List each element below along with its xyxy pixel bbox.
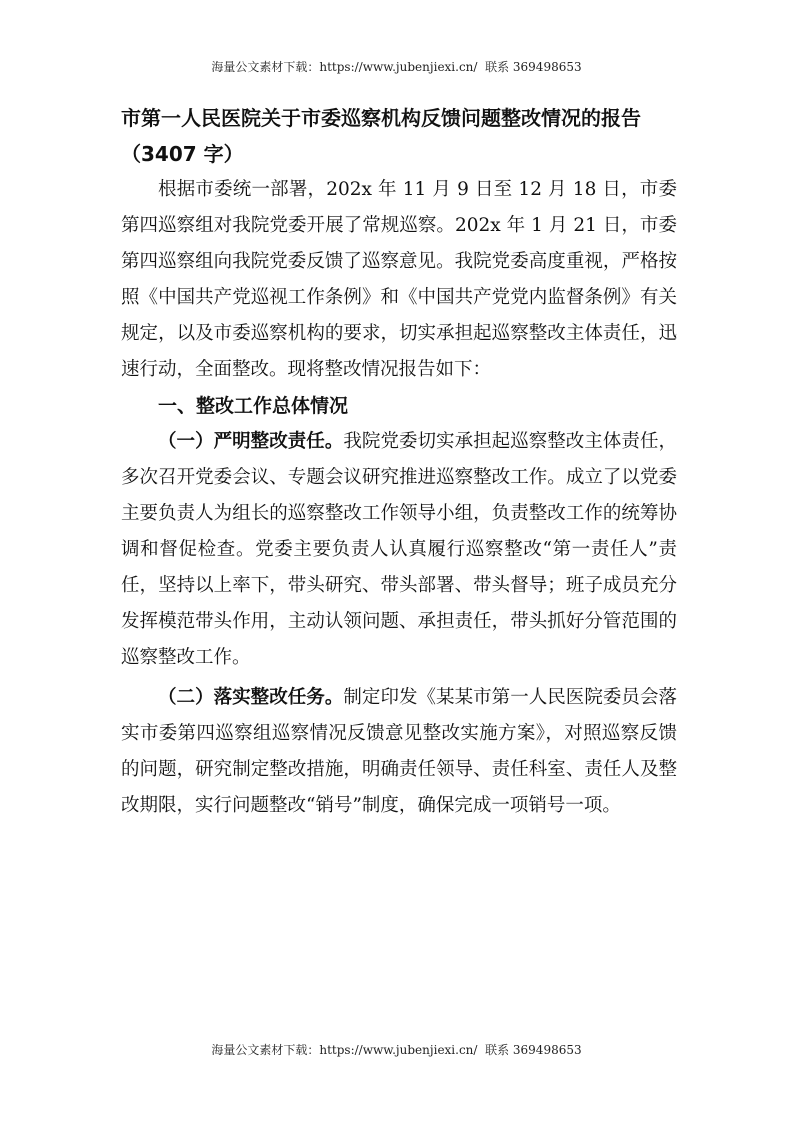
- item-2-body: 制定印发《某某市第一人民医院委员会落实市委第四巡察组巡察情况反馈意见整改实施方案》，对照巡察反馈的问题，研究制定整改措施，明确责任领导、责任科室、责任人及整改期限，实行问题整改“销号”制度，确保完成一项销号一项。: [121, 687, 677, 816]
- page-header: 海量公文素材下载：https://www.jubenjiexi.cn/ 联系 369498653: [211, 60, 582, 74]
- item-1-body: 我院党委切实承担起巡察整改主体责任，多次召开党委会议、专题会议研究推进巡察整改工作。成立了以党委主要负责人为组长的巡察整改工作领导小组，负责整改工作的统筹协调和督促检查。党委主要负责人认真履行巡察整改“第一责任人”责任，坚持以上率下，带头研究、带头部署、带头督导；班子成员充分发挥模范带头作用，主动认领问题、承担责任，带头抓好分管范围的巡察整改工作。: [121, 431, 677, 668]
- item-1-lead: （一）严明整改责任。: [158, 431, 344, 452]
- section-heading: 一、整改工作总体情况: [158, 395, 349, 417]
- page-footer: 海量公文素材下载：https://www.jubenjiexi.cn/ 联系 369498653: [211, 1043, 582, 1057]
- item-2-lead: （二）落实整改任务。: [158, 687, 344, 708]
- intro-paragraph: 根据市委统一部署，202x 年 11 月 9 日至 12 月 18 日，市委第四巡察组对我院党委开展了常规巡察。202x 年 1 月 21 日，市委第四巡察组向我院党委反馈了巡察意见。我院党委高度重视，严格按照《中国共产党巡视工作条例》和《中国共产党党内监督条例》有关规定，以及市委巡察机构的要求，切实承担起巡察整改主体责任，迅速行动，全面整改。现将整改情况报告如下：: [121, 179, 677, 380]
- item-1-paragraph: [121, 424, 677, 676]
- document-title: 市第一人民医院关于市委巡察机构反馈问题整改情况的报告（3407 字）: [121, 106, 641, 166]
- item-2-paragraph: [121, 680, 677, 824]
- document-body: [121, 100, 677, 824]
